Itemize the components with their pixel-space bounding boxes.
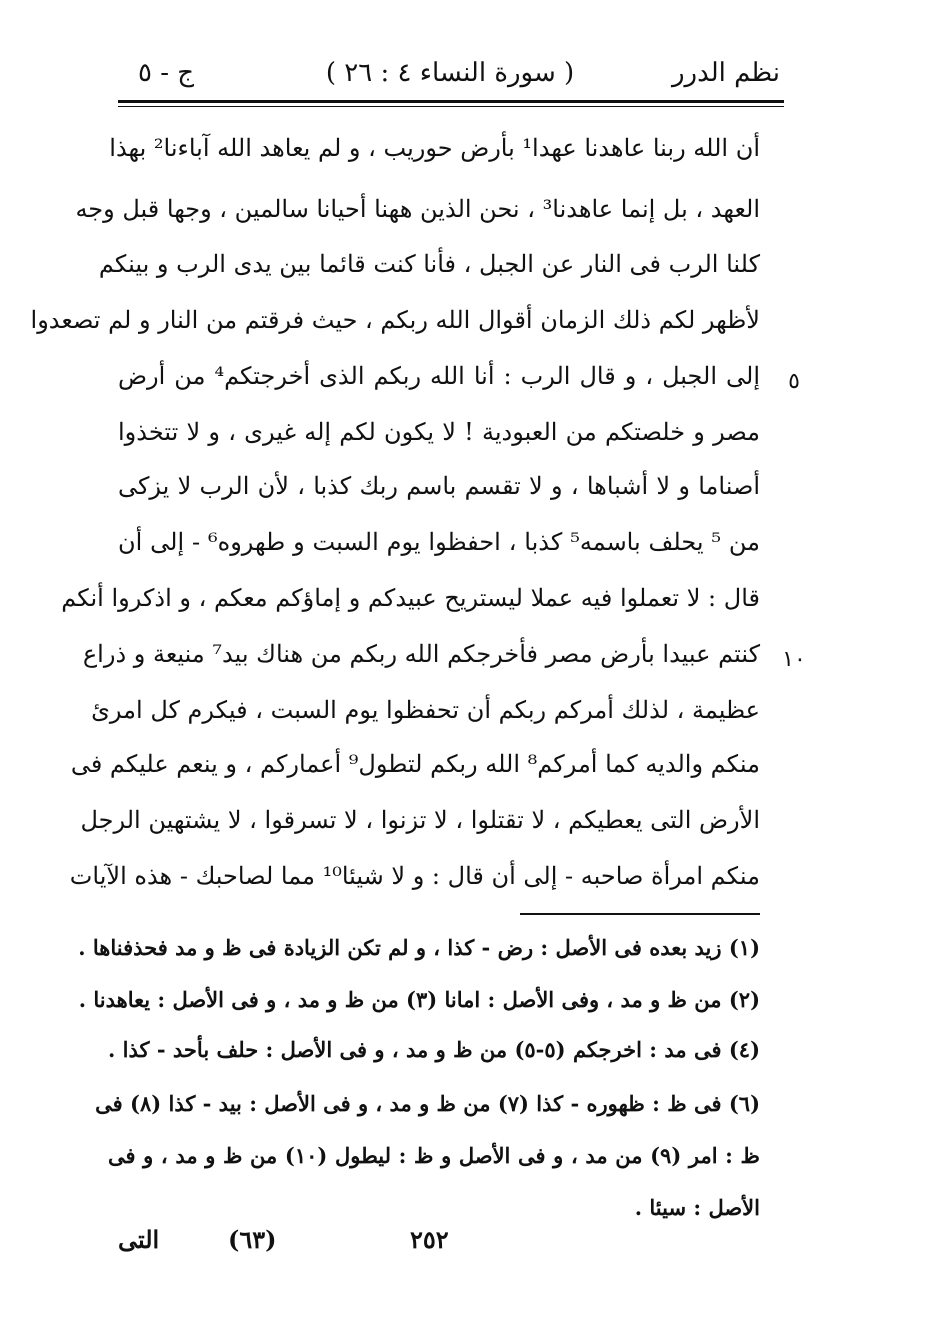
text-line: الأرض التى يعطيكم ، لا تقتلوا ، لا تزنوا ، لا تسرقوا ، لا يشتهين الرجل [80, 806, 760, 834]
text-line: العهد ، بل إنما عاهدنا³ ، نحن الذين ههنا أحيانا سالمين ، وجها قبل وجه [75, 195, 760, 223]
signature-mark: (٦٣) [228, 1225, 277, 1254]
catchword: التى [118, 1225, 160, 1254]
footnote-separator [520, 913, 760, 915]
text-line: أن الله ربنا عاهدنا عهدا¹ بأرض حوريب ، و لم يعاهد الله آباءنا² بهذا [109, 134, 760, 162]
volume-number: ج - ٥ [138, 58, 195, 88]
header-rule [118, 100, 784, 103]
text-line: عظيمة ، لذلك أمركم ربكم أن تحفظوا يوم السبت ، فيكرم كل امرئ [91, 696, 760, 724]
footnote-line: الأصل : سيئا . [634, 1195, 760, 1220]
footnote-line: (٦) فى ظ : ظهوره - كذا (٧) من ظ و مد ، و فى الأصل : بيد - كذا (٨) فى [95, 1091, 760, 1116]
footnote-line: (٤) فى مد : اخرجكم (٥-٥) من ظ و مد ، و فى الأصل : حلف بأحد - كذا . [108, 1037, 761, 1062]
text-line: لأظهر لكم ذلك الزمان أقوال الله ربكم ، حيث فرقتم من النار و لم تصعدوا [30, 306, 760, 334]
text-line: من ⁵ يحلف باسمه⁵ كذبا ، احفظوا يوم السبت و طهروه⁶ - إلى أن [118, 528, 761, 556]
text-line: مصر و خلصتكم من العبودية ! لا يكون لكم إله غيرى ، و لا تتخذوا [118, 418, 760, 446]
text-line: قال : لا تعملوا فيه عملا ليستريح عبيدكم و إماؤكم معكم ، و اذكروا أنكم [61, 584, 760, 612]
surah-reference: ( سورة النساء ٤ : ٢٦ ) [325, 58, 575, 88]
text-line: كلنا الرب فى النار عن الجبل ، فأنا كنت قائما بين يدى الرب و بينكم [98, 250, 760, 278]
header-rule-thin [118, 106, 784, 107]
book-title: نظم الدرر [671, 58, 780, 88]
footnote-line: ظ : امر (٩) من مد ، و فى الأصل و ظ : ليطول (١٠) من ظ و مد ، و فى [108, 1143, 760, 1168]
text-line: أصناما و لا أشباها ، و لا تقسم باسم ربك كذبا ، لأن الرب لا يزكى [118, 472, 760, 500]
text-line: منكم والديه كما أمركم⁸ الله ربكم لتطول⁹ أعماركم ، و ينعم عليكم فى [70, 750, 760, 778]
text-line: إلى الجبل ، و قال الرب : أنا الله ربكم الذى أخرجتكم⁴ من أرض [118, 362, 761, 390]
line-number: ٥ [788, 369, 800, 394]
footnote-line: (١) زيد بعده فى الأصل : رض - كذا ، و لم تكن الزيادة فى ظ و مد فحذفناها . [78, 935, 760, 960]
line-number: ١٠ [782, 647, 806, 672]
text-line: منكم امرأة صاحبه - إلى أن قال : و لا شيئا¹⁰ مما لصاحبك - هذه الآيات [69, 862, 760, 890]
running-header [120, 58, 780, 98]
footnote-line: (٢) من ظ و مد ، وفى الأصل : امانا (٣) من ظ و مد ، و فى الأصل : يعاهدنا . [78, 987, 760, 1012]
text-line: كنتم عبيدا بأرض مصر فأخرجكم الله ربكم من هناك بيد⁷ منيعة و ذراع [82, 640, 760, 668]
page-number: ٢٥٢ [410, 1225, 449, 1254]
